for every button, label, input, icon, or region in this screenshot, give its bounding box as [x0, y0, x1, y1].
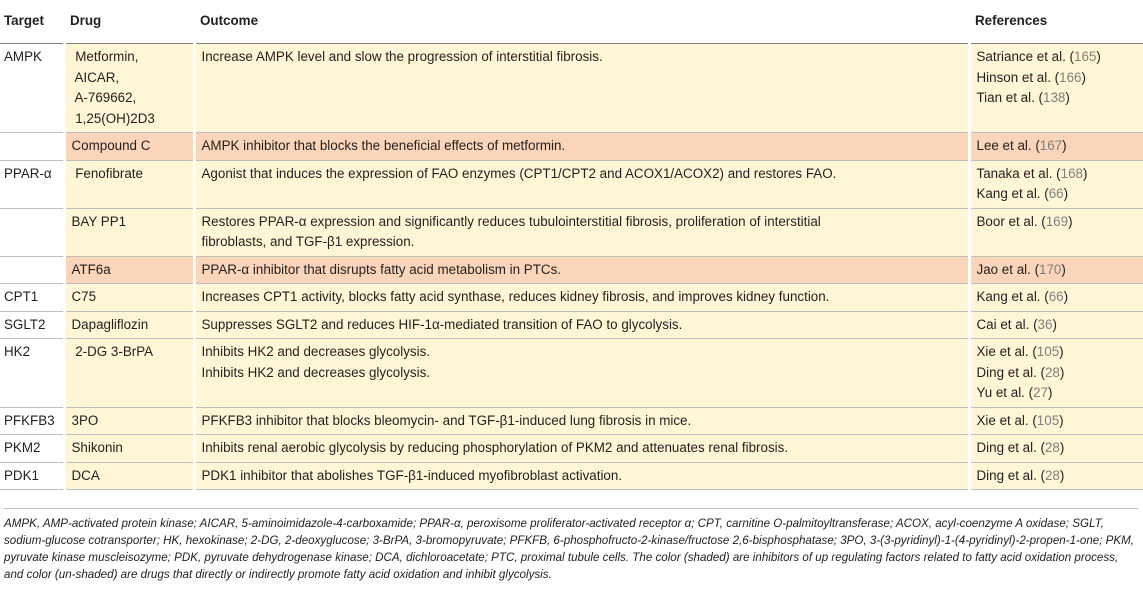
reference-author: Kang et al.: [976, 186, 1041, 201]
outcome-text: PPAR-α inhibitor that disrupts fatty acid metabolism in PTCs.: [201, 261, 561, 277]
cell-outcome: [194, 284, 969, 312]
reference-entry[interactable]: Xie et al. (105): [976, 344, 1064, 359]
reference-number-link[interactable]: 105: [1036, 412, 1060, 428]
reference-entry[interactable]: Tanaka et al. (168): [976, 165, 1088, 181]
drug-name: 3PO: [71, 412, 99, 428]
cell-references: [969, 160, 1143, 208]
reference-entry[interactable]: Cai et al. (36): [976, 316, 1057, 332]
cell-target: [0, 208, 64, 256]
reference-entry[interactable]: Lee et al. (167): [976, 138, 1067, 153]
reference-entry[interactable]: Ding et al. (28): [976, 440, 1065, 455]
reference-number-link[interactable]: 28: [1044, 364, 1060, 380]
reference-author: Ding et al.: [976, 467, 1037, 483]
cell-target: PDK1: [0, 462, 64, 490]
cell-drug: [64, 44, 194, 133]
cell-drug: [64, 462, 194, 490]
outcome-text: Agonist that induces the expression of FAO enzymes (CPT1/CPT2 and ACOX1/ACOX2) and restores FAO.: [201, 165, 837, 181]
outcome-text: Increases CPT1 activity, blocks fatty acid synthase, reduces kidney fibrosis, and improves kidney function.: [201, 289, 830, 304]
outcome-text: PDK1 inhibitor that abolishes TGF-β1-induced myofibroblast activation.: [201, 467, 623, 483]
drug-name: Dapagliflozin: [71, 316, 149, 332]
cell-references: [969, 339, 1143, 408]
reference-entry[interactable]: Ding et al. (28): [976, 467, 1065, 483]
reference-author: Xie et al.: [976, 344, 1029, 359]
reference-number-link[interactable]: 66: [1048, 186, 1064, 201]
reference-number-link[interactable]: 28: [1044, 467, 1060, 483]
reference-entry[interactable]: Kang et al. (66): [976, 289, 1069, 304]
cell-outcome: [194, 311, 969, 339]
cell-outcome: [194, 462, 969, 490]
cell-outcome: [194, 160, 969, 208]
cell-outcome: [194, 435, 969, 463]
cell-target: PKM2: [0, 435, 64, 463]
cell-target: PPAR-α: [0, 160, 64, 208]
reference-author: Jao et al.: [976, 261, 1031, 277]
header-references: References: [969, 0, 1143, 44]
header-outcome: Outcome: [194, 0, 969, 44]
cell-outcome: [194, 256, 969, 284]
outcome-text: PFKFB3 inhibitor that blocks bleomycin- and TGF-β1-induced lung fibrosis in mice.: [201, 412, 692, 428]
reference-number-link[interactable]: 36: [1037, 316, 1053, 332]
drug-name: 1,25(OH)2D3: [71, 110, 155, 126]
cell-references: [969, 284, 1143, 312]
table-row: [0, 435, 1143, 463]
reference-entry[interactable]: Xie et al. (105): [976, 412, 1064, 428]
reference-number-link[interactable]: 170: [1039, 261, 1062, 277]
reference-author: Satriance et al.: [976, 49, 1066, 64]
outcome-text: Inhibits HK2 and decreases glycolysis.: [201, 344, 430, 359]
cell-outcome: [194, 208, 969, 256]
cell-references: [969, 435, 1143, 463]
drug-name: C75: [71, 289, 97, 304]
reference-entry[interactable]: Jao et al. (170): [976, 261, 1066, 277]
reference-author: Lee et al.: [976, 138, 1032, 153]
outcome-text: Inhibits HK2 and decreases glycolysis.: [201, 364, 430, 380]
reference-number-link[interactable]: 27: [1033, 385, 1048, 400]
reference-entry[interactable]: Hinson et al. (166): [976, 69, 1086, 85]
cell-drug: [64, 256, 194, 284]
table-row: [0, 256, 1143, 284]
reference-number-link[interactable]: 138: [1043, 90, 1066, 105]
table-row: [0, 160, 1143, 208]
outcome-text: Suppresses SGLT2 and reduces HIF-1α-mediated transition of FAO to glycolysis.: [201, 316, 683, 332]
table-row: [0, 44, 1143, 133]
cell-drug: [64, 160, 194, 208]
table-row: [0, 284, 1143, 312]
reference-number-link[interactable]: 167: [1039, 138, 1063, 153]
cell-drug: [64, 435, 194, 463]
cell-references: [969, 462, 1143, 490]
reference-entry[interactable]: Ding et al. (28): [976, 364, 1065, 380]
outcome-text: AMPK inhibitor that blocks the beneficial effects of metformin.: [201, 138, 566, 153]
reference-author: Tanaka et al.: [976, 165, 1053, 181]
drug-name: A-769662,: [71, 90, 137, 105]
table-row: [0, 311, 1143, 339]
cell-drug: [64, 407, 194, 435]
reference-number-link[interactable]: 166: [1059, 69, 1082, 85]
drug-name: Metformin,: [71, 49, 139, 64]
cell-outcome: [194, 339, 969, 408]
cell-target: SGLT2: [0, 311, 64, 339]
outcome-text: Increase AMPK level and slow the progression of interstitial fibrosis.: [201, 49, 603, 64]
drug-name: 2-DG 3-BrPA: [71, 344, 154, 359]
reference-author: Tian et al.: [976, 90, 1035, 105]
cell-references: [969, 407, 1143, 435]
reference-entry[interactable]: Tian et al. (138): [976, 90, 1070, 105]
reference-author: Kang et al.: [976, 289, 1041, 304]
header-drug: Drug: [64, 0, 194, 44]
reference-author: Ding et al.: [976, 440, 1037, 455]
outcome-text: fibroblasts, and TGF-β1 expression.: [201, 234, 415, 249]
cell-drug: [64, 339, 194, 408]
table-footnote: AMPK, AMP-activated protein kinase; AICAR, 5-aminoimidazole-4-carboxamide; PPAR-α, peroxisome proliferator-activated receptor α; CPT, carnitine O-palmitoyltransferase; ACOX, acyl-coenzyme A oxidase; SGLT, sodium-glucose cotransporter; HK, hexokinase; 2-DG, 2-deoxyglucose; 3-BrPA, 3-bromopyruvate; PFKFB, 6-phosphofructo-2-kinase/fructose 2,6-bisphosphatase; 3PO, 3-(3-pyridinyl)-1-(4-pyridinyl)-2-propen-1-one; PKM, pyruvate kinase muscleisozyme; PDK, pyruvate dehydrogenase kinase; DCA, dichloroacetate; PTC, proximal tubule cells. The color (shaded) are inhibitors of up regulating factors related to fatty acid oxidation process, and color (un-shaded) are drugs that directly or indirectly promote fatty acid oxidation and inhibit glycolysis.: [4, 508, 1138, 583]
drug-name: Fenofibrate: [71, 165, 143, 181]
reference-number-link[interactable]: 168: [1060, 165, 1083, 181]
outcome-text: Restores PPAR-α expression and significantly reduces tubulointerstitial fibrosis, proliferation of interstitial: [201, 213, 821, 229]
cell-target: CPT1: [0, 284, 64, 312]
drug-name: Compound C: [71, 138, 151, 153]
cell-references: [969, 208, 1143, 256]
drug-name: ATF6a: [71, 261, 111, 277]
cell-outcome: [194, 133, 969, 161]
cell-outcome: [194, 44, 969, 133]
reference-number-link[interactable]: 66: [1048, 289, 1064, 304]
cell-target: PFKFB3: [0, 407, 64, 435]
reference-author: Xie et al.: [976, 412, 1029, 428]
header-target: Target: [0, 0, 64, 44]
table-row: [0, 208, 1143, 256]
reference-number-link[interactable]: 105: [1036, 344, 1060, 359]
cell-references: [969, 44, 1143, 133]
drug-name: DCA: [71, 467, 100, 483]
cell-references: [969, 133, 1143, 161]
cell-target: [0, 133, 64, 161]
reference-author: Ding et al.: [976, 364, 1037, 380]
table-row: [0, 339, 1143, 408]
reference-entry[interactable]: Boor et al. (169): [976, 213, 1073, 229]
reference-number-link[interactable]: 165: [1074, 49, 1097, 64]
table-body: [0, 44, 1143, 490]
drug-name: BAY PP1: [71, 213, 127, 229]
cell-references: [969, 256, 1143, 284]
outcome-text: Inhibits renal aerobic glycolysis by reducing phosphorylation of PKM2 and attenuates renal fibrosis.: [201, 440, 789, 455]
reference-author: Yu et al.: [976, 385, 1025, 400]
table-row: [0, 133, 1143, 161]
cell-drug: [64, 284, 194, 312]
cell-target: HK2: [0, 339, 64, 408]
header-row: [0, 0, 1143, 44]
reference-entry[interactable]: Yu et al. (27): [976, 385, 1053, 400]
table-row: [0, 407, 1143, 435]
reference-author: Hinson et al.: [976, 69, 1051, 85]
reference-author: Cai et al.: [976, 316, 1030, 332]
reference-author: Boor et al.: [976, 213, 1038, 229]
cell-target: [0, 256, 64, 284]
drug-name: AICAR,: [71, 69, 120, 85]
reference-number-link[interactable]: 28: [1044, 440, 1060, 455]
cell-target: AMPK: [0, 44, 64, 133]
reference-number-link[interactable]: 169: [1045, 213, 1069, 229]
drug-name: Shikonin: [71, 440, 123, 455]
table-header: [0, 0, 1143, 44]
cell-references: [969, 311, 1143, 339]
cell-drug: [64, 311, 194, 339]
reference-entry[interactable]: Kang et al. (66): [976, 186, 1069, 201]
reference-entry[interactable]: Satriance et al. (165): [976, 49, 1101, 64]
table-row: [0, 462, 1143, 490]
cell-outcome: [194, 407, 969, 435]
cell-drug: [64, 133, 194, 161]
cell-drug: [64, 208, 194, 256]
